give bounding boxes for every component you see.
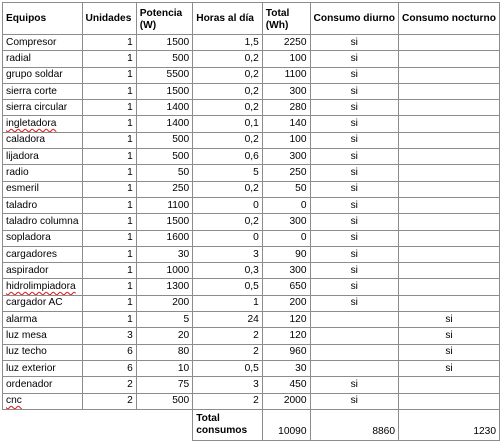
cell-consumo-diurno[interactable]: si: [310, 132, 399, 148]
cell-equipo[interactable]: luz techo: [3, 344, 83, 360]
cell-unidades[interactable]: 6: [82, 360, 136, 376]
totals-nocturno[interactable]: 1230: [399, 409, 500, 440]
header-equipos[interactable]: Equipos: [3, 3, 83, 35]
table-row: [3, 197, 500, 213]
table-row: [3, 35, 500, 51]
header-potencia[interactable]: Potencia (W): [136, 3, 192, 35]
cell-equipo[interactable]: [3, 279, 83, 295]
cell-unidades[interactable]: 1: [82, 230, 136, 246]
cell-total-wh[interactable]: 30: [262, 360, 310, 376]
cell-total-wh[interactable]: 90: [262, 246, 310, 262]
cell-consumo-nocturno[interactable]: [399, 393, 500, 409]
cell-potencia[interactable]: 1000: [136, 263, 192, 279]
cell-unidades[interactable]: 1: [82, 312, 136, 328]
cell-horas[interactable]: 0,1: [193, 116, 263, 132]
cell-potencia[interactable]: 500: [136, 149, 192, 165]
header-nocturno[interactable]: Consumo nocturno: [399, 3, 500, 35]
header-diurno[interactable]: Consumo diurno: [310, 3, 399, 35]
cell-consumo-diurno[interactable]: si: [310, 181, 399, 197]
cell-consumo-diurno[interactable]: si: [310, 377, 399, 393]
cell-horas[interactable]: 2: [193, 328, 263, 344]
table-row: [3, 328, 500, 344]
cell-consumo-diurno[interactable]: si: [310, 35, 399, 51]
cell-total-wh[interactable]: 300: [262, 149, 310, 165]
cell-unidades[interactable]: 1: [82, 295, 136, 311]
cell-consumo-diurno[interactable]: si: [310, 279, 399, 295]
empty-cell: [3, 409, 83, 440]
table-row: [3, 100, 500, 116]
table-row: [3, 377, 500, 393]
cell-total-wh[interactable]: 0: [262, 197, 310, 213]
table-row: [3, 344, 500, 360]
totals-total-wh[interactable]: 10090: [262, 409, 310, 440]
cell-equipo[interactable]: cargadores: [3, 246, 83, 262]
cell-consumo-diurno[interactable]: si: [310, 197, 399, 213]
cell-equipo[interactable]: grupo soldar: [3, 67, 83, 83]
cell-consumo-nocturno[interactable]: [399, 149, 500, 165]
cell-potencia[interactable]: 500: [136, 132, 192, 148]
cell-total-wh[interactable]: 120: [262, 312, 310, 328]
table-row: [3, 67, 500, 83]
cell-consumo-diurno[interactable]: [310, 360, 399, 376]
totals-row: [3, 409, 500, 440]
table-row: [3, 116, 500, 132]
cell-consumo-diurno[interactable]: si: [310, 263, 399, 279]
table-row: [3, 312, 500, 328]
cell-consumo-diurno[interactable]: [310, 328, 399, 344]
cell-consumo-nocturno[interactable]: si: [399, 344, 500, 360]
cell-unidades[interactable]: 1: [82, 116, 136, 132]
cell-equipo[interactable]: sierra corte: [3, 83, 83, 99]
cell-unidades[interactable]: 1: [82, 149, 136, 165]
cell-potencia[interactable]: 10: [136, 360, 192, 376]
cell-potencia[interactable]: 1500: [136, 214, 192, 230]
cell-equipo[interactable]: caladora: [3, 132, 83, 148]
cell-unidades[interactable]: 6: [82, 344, 136, 360]
cell-equipo[interactable]: cargador AC: [3, 295, 83, 311]
cell-equipo[interactable]: lijadora: [3, 149, 83, 165]
cell-unidades[interactable]: 1: [82, 165, 136, 181]
cell-total-wh[interactable]: 2250: [262, 35, 310, 51]
cell-total-wh[interactable]: 50: [262, 181, 310, 197]
cell-consumo-diurno[interactable]: si: [310, 83, 399, 99]
cell-total-wh[interactable]: 300: [262, 214, 310, 230]
cell-consumo-diurno[interactable]: si: [310, 214, 399, 230]
cell-horas[interactable]: 3: [193, 377, 263, 393]
cell-unidades[interactable]: 1: [82, 263, 136, 279]
cell-consumo-diurno[interactable]: [310, 344, 399, 360]
cell-horas[interactable]: 0,2: [193, 67, 263, 83]
table-row: [3, 246, 500, 262]
cell-horas[interactable]: 0,2: [193, 51, 263, 67]
cell-potencia[interactable]: 1300: [136, 279, 192, 295]
cell-unidades[interactable]: 2: [82, 393, 136, 409]
cell-equipo[interactable]: esmeril: [3, 181, 83, 197]
header-total[interactable]: Total (Wh): [262, 3, 310, 35]
cell-horas[interactable]: 0: [193, 197, 263, 213]
cell-consumo-nocturno[interactable]: si: [399, 312, 500, 328]
cell-consumo-nocturno[interactable]: [399, 214, 500, 230]
cell-potencia[interactable]: 1100: [136, 197, 192, 213]
cell-consumo-nocturno[interactable]: si: [399, 328, 500, 344]
cell-total-wh[interactable]: 140: [262, 116, 310, 132]
cell-potencia[interactable]: 500: [136, 51, 192, 67]
cell-horas[interactable]: 2: [193, 344, 263, 360]
cell-total-wh[interactable]: 300: [262, 263, 310, 279]
cell-consumo-nocturno[interactable]: [399, 197, 500, 213]
cell-potencia[interactable]: 200: [136, 295, 192, 311]
cell-total-wh[interactable]: 100: [262, 51, 310, 67]
table-row: [3, 83, 500, 99]
cell-horas[interactable]: 2: [193, 393, 263, 409]
cell-horas[interactable]: 0,3: [193, 263, 263, 279]
cell-potencia[interactable]: 20: [136, 328, 192, 344]
cell-unidades[interactable]: 1: [82, 67, 136, 83]
cell-potencia[interactable]: 80: [136, 344, 192, 360]
cell-unidades[interactable]: 1: [82, 246, 136, 262]
cell-unidades[interactable]: 1: [82, 279, 136, 295]
cell-equipo[interactable]: sopladora: [3, 230, 83, 246]
cell-potencia[interactable]: 1400: [136, 116, 192, 132]
cell-consumo-nocturno[interactable]: [399, 230, 500, 246]
cell-potencia[interactable]: 50: [136, 165, 192, 181]
cell-horas[interactable]: 0,2: [193, 83, 263, 99]
table-row: [3, 51, 500, 67]
cell-unidades[interactable]: 3: [82, 328, 136, 344]
cell-unidades[interactable]: 1: [82, 83, 136, 99]
header-horas[interactable]: Horas al día: [193, 3, 263, 35]
table-row: [3, 360, 500, 376]
cell-consumo-diurno[interactable]: si: [310, 393, 399, 409]
cell-consumo-nocturno[interactable]: [399, 100, 500, 116]
cell-consumo-diurno[interactable]: si: [310, 149, 399, 165]
cell-unidades[interactable]: 1: [82, 214, 136, 230]
cell-horas[interactable]: 0,2: [193, 214, 263, 230]
totals-label[interactable]: Total consumos: [193, 409, 263, 440]
cell-consumo-nocturno[interactable]: [399, 246, 500, 262]
cell-potencia[interactable]: 1500: [136, 35, 192, 51]
cell-unidades[interactable]: 1: [82, 197, 136, 213]
cell-unidades[interactable]: 1: [82, 51, 136, 67]
cell-horas[interactable]: 1: [193, 295, 263, 311]
header-unidades[interactable]: Unidades: [82, 3, 136, 35]
cell-equipo[interactable]: [3, 393, 83, 409]
cell-consumo-nocturno[interactable]: [399, 35, 500, 51]
cell-consumo-nocturno[interactable]: [399, 51, 500, 67]
cell-total-wh[interactable]: 120: [262, 328, 310, 344]
spreadsheet: [2, 2, 500, 441]
cell-potencia[interactable]: 75: [136, 377, 192, 393]
cell-consumo-nocturno[interactable]: [399, 83, 500, 99]
cell-horas[interactable]: 1,5: [193, 35, 263, 51]
table-body: [3, 35, 500, 410]
cell-potencia[interactable]: 1400: [136, 100, 192, 116]
cell-total-wh[interactable]: 1100: [262, 67, 310, 83]
cell-potencia[interactable]: 1500: [136, 83, 192, 99]
cell-horas[interactable]: 0,2: [193, 132, 263, 148]
cell-total-wh[interactable]: 450: [262, 377, 310, 393]
cell-total-wh[interactable]: 300: [262, 83, 310, 99]
table-row: [3, 214, 500, 230]
cell-horas[interactable]: 24: [193, 312, 263, 328]
cell-equipo[interactable]: radial: [3, 51, 83, 67]
cell-equipo[interactable]: luz exterior: [3, 360, 83, 376]
cell-consumo-diurno[interactable]: si: [310, 100, 399, 116]
cell-consumo-diurno[interactable]: si: [310, 67, 399, 83]
cell-potencia[interactable]: 500: [136, 393, 192, 409]
cell-equipo[interactable]: taladro: [3, 197, 83, 213]
cell-consumo-nocturno[interactable]: [399, 181, 500, 197]
cell-equipo[interactable]: sierra circular: [3, 100, 83, 116]
cell-equipo[interactable]: [3, 116, 83, 132]
cell-total-wh[interactable]: 0: [262, 230, 310, 246]
cell-total-wh[interactable]: 650: [262, 279, 310, 295]
cell-consumo-diurno[interactable]: si: [310, 295, 399, 311]
cell-consumo-nocturno[interactable]: [399, 116, 500, 132]
table-row: [3, 393, 500, 409]
cell-potencia[interactable]: 5500: [136, 67, 192, 83]
cell-consumo-diurno[interactable]: si: [310, 51, 399, 67]
cell-consumo-nocturno[interactable]: [399, 279, 500, 295]
cell-total-wh[interactable]: 280: [262, 100, 310, 116]
cell-consumo-nocturno[interactable]: [399, 295, 500, 311]
cell-horas[interactable]: 0,5: [193, 279, 263, 295]
cell-unidades[interactable]: 1: [82, 132, 136, 148]
cell-horas[interactable]: 0: [193, 230, 263, 246]
cell-horas[interactable]: 0,2: [193, 100, 263, 116]
cell-consumo-diurno[interactable]: si: [310, 165, 399, 181]
cell-consumo-nocturno[interactable]: [399, 377, 500, 393]
cell-consumo-diurno[interactable]: [310, 312, 399, 328]
cell-equipo[interactable]: aspirador: [3, 263, 83, 279]
cell-horas[interactable]: 0,2: [193, 181, 263, 197]
cell-unidades[interactable]: 1: [82, 35, 136, 51]
cell-equipo[interactable]: taladro columna: [3, 214, 83, 230]
cell-horas[interactable]: 3: [193, 246, 263, 262]
cell-consumo-diurno[interactable]: si: [310, 116, 399, 132]
cell-equipo[interactable]: alarma: [3, 312, 83, 328]
cell-equipo[interactable]: luz mesa: [3, 328, 83, 344]
cell-consumo-nocturno[interactable]: si: [399, 360, 500, 376]
spellcheck-underline: cnc: [6, 395, 22, 407]
header-row: [3, 3, 500, 35]
empty-cell: [82, 409, 136, 440]
cell-total-wh[interactable]: 100: [262, 132, 310, 148]
table-row: [3, 295, 500, 311]
empty-cell: [136, 409, 192, 440]
table-row: [3, 165, 500, 181]
table-row: [3, 263, 500, 279]
energy-consumption-table: [2, 2, 500, 441]
cell-consumo-diurno[interactable]: si: [310, 246, 399, 262]
cell-consumo-nocturno[interactable]: [399, 67, 500, 83]
table-row: [3, 181, 500, 197]
cell-potencia[interactable]: 1600: [136, 230, 192, 246]
cell-horas[interactable]: 0,5: [193, 360, 263, 376]
cell-unidades[interactable]: 2: [82, 377, 136, 393]
cell-equipo[interactable]: ordenador: [3, 377, 83, 393]
table-row: [3, 132, 500, 148]
cell-equipo[interactable]: radio: [3, 165, 83, 181]
spellcheck-underline: ingletadora: [6, 118, 57, 130]
cell-consumo-nocturno[interactable]: [399, 165, 500, 181]
cell-potencia[interactable]: 250: [136, 181, 192, 197]
cell-potencia[interactable]: 5: [136, 312, 192, 328]
cell-equipo[interactable]: Compresor: [3, 35, 83, 51]
cell-consumo-nocturno[interactable]: [399, 263, 500, 279]
cell-total-wh[interactable]: 200: [262, 295, 310, 311]
table-row: [3, 279, 500, 295]
cell-unidades[interactable]: 1: [82, 100, 136, 116]
table-row: [3, 230, 500, 246]
cell-total-wh[interactable]: 250: [262, 165, 310, 181]
table-row: [3, 149, 500, 165]
spellcheck-underline: hidrolimpiadora: [6, 281, 76, 293]
cell-consumo-diurno[interactable]: si: [310, 230, 399, 246]
cell-horas[interactable]: 0,6: [193, 149, 263, 165]
cell-horas[interactable]: 5: [193, 165, 263, 181]
cell-total-wh[interactable]: 960: [262, 344, 310, 360]
cell-potencia[interactable]: 30: [136, 246, 192, 262]
totals-diurno[interactable]: 8860: [310, 409, 399, 440]
cell-consumo-nocturno[interactable]: [399, 132, 500, 148]
cell-unidades[interactable]: 1: [82, 181, 136, 197]
cell-total-wh[interactable]: 2000: [262, 393, 310, 409]
